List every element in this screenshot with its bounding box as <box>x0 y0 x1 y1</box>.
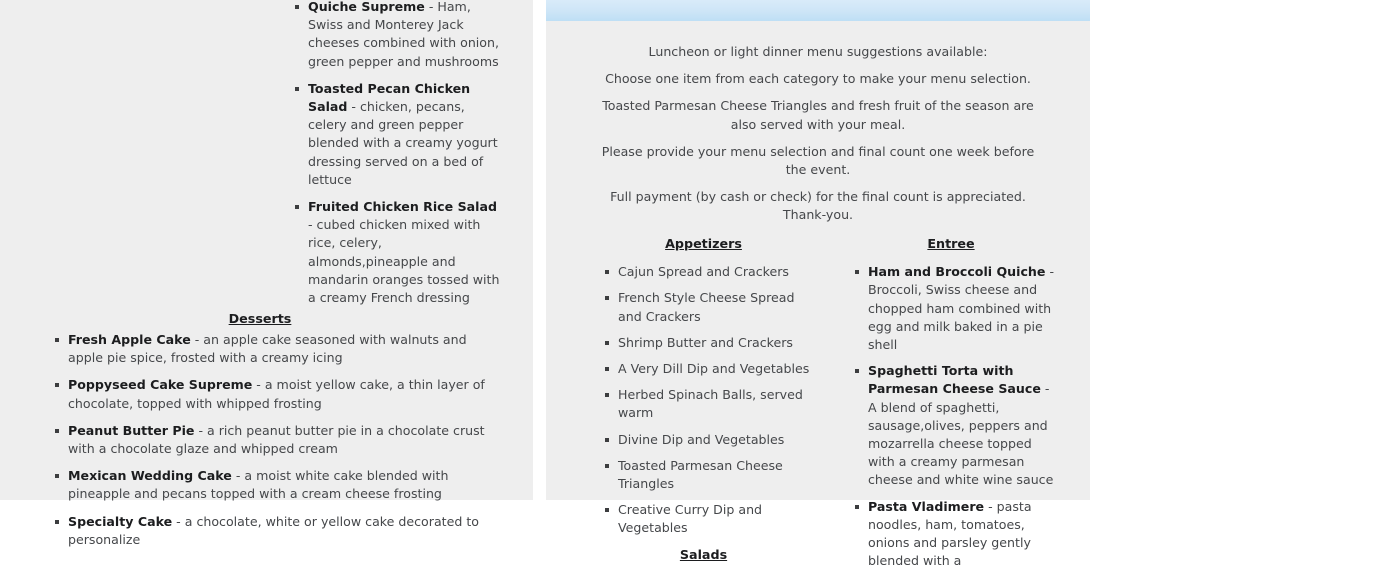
entree-column <box>846 235 1056 578</box>
list-item <box>854 362 1056 489</box>
item-title: Poppyseed Cake Supreme <box>68 377 253 393</box>
item-description: - a moist yellow cake, a thin layer of chocolate, topped with whipped frosting <box>68 377 485 411</box>
item-description: - pasta noodles, ham, tomatoes, onions and parsley gently blended with a <box>868 498 1032 569</box>
desserts-list <box>54 331 500 558</box>
left-page-top-list <box>294 0 500 316</box>
desserts-heading: Desserts <box>228 311 292 326</box>
list-item <box>294 0 500 71</box>
item-title: Quiche Supreme <box>308 0 425 14</box>
list-item <box>54 422 500 458</box>
list-item <box>854 498 1056 571</box>
list-item: Toasted Parmesan Cheese Triangles <box>604 457 811 493</box>
list-item-outdented: Divine Dip and Vegetables <box>604 431 811 449</box>
document-page-left <box>0 0 534 547</box>
item-title: Fresh Apple Cake <box>68 332 191 347</box>
item-title: Pasta Vladimere <box>868 498 985 514</box>
item-title: Mexican Wedding Cake <box>68 468 232 484</box>
document-page-right <box>546 0 1090 569</box>
intro-paragraph: Full payment (by cash or check) for the final count is appreciated. Thank-you. <box>610 189 1026 223</box>
intro-paragraph: Toasted Parmesan Cheese Triangles and fresh fruit of the season are also served with your meal. <box>602 98 1034 132</box>
list-item: Cajun Spread and Crackers <box>604 263 811 281</box>
list-item <box>54 513 500 549</box>
item-title: Ham and Broccoli Quiche <box>868 264 1046 280</box>
appetizers-list <box>604 263 811 537</box>
item-title: Toasted Pecan Chicken Salad <box>308 80 471 115</box>
intro-paragraph: Luncheon or light dinner menu suggestions available: <box>648 44 988 59</box>
item-description: - Broccoli, Swiss cheese and chopped ham combined with egg and milk baked in a pie shell <box>868 264 1054 353</box>
list-item <box>854 263 1056 354</box>
list-item: Shrimp Butter and Crackers <box>604 334 811 352</box>
appetizers-heading: Appetizers <box>665 236 742 251</box>
item-title: Fruited Chicken Rice Salad <box>308 199 497 215</box>
list-item <box>294 198 500 307</box>
item-description: - an apple cake seasoned with walnuts and apple pie spice, frosted with a creamy icing <box>68 332 467 366</box>
list-item <box>294 80 500 189</box>
list-item: A Very Dill Dip and Vegetables <box>604 360 811 378</box>
item-title: Specialty Cake <box>68 513 173 529</box>
list-item <box>54 331 500 367</box>
item-description: - A blend of spaghetti, sausage,olives, peppers and mozarrella cheese topped with a creamy parmesan cheese and white wine sauce <box>868 381 1054 488</box>
list-item <box>54 467 500 503</box>
desserts-heading-wrap <box>0 310 520 328</box>
intro-paragraph: Choose one item from each category to make your menu selection. <box>605 71 1031 87</box>
page-header-band <box>546 0 1090 21</box>
appetizers-column <box>596 235 811 574</box>
page-right-margin <box>1090 0 1400 500</box>
item-description: - cubed chicken mixed with rice, celery, almonds,pineapple and mandarin oranges tossed with a creamy French dressing <box>308 217 500 306</box>
intro-paragraphs <box>592 43 1044 234</box>
intro-paragraph: Please provide your menu selection and final count one week before the event. <box>601 143 1035 178</box>
item-description: - chicken, pecans, celery and green pepper blended with a creamy yogurt dressing served on a bed of lettuce <box>308 99 498 187</box>
item-description: - a chocolate, white or yellow cake decorated to personalize <box>68 513 479 547</box>
entree-heading: Entree <box>927 236 975 251</box>
item-description: - a rich peanut butter pie in a chocolate crust with a chocolate glaze and whipped cream <box>68 422 485 457</box>
entree-list <box>854 263 1056 570</box>
item-title: Spaghetti Torta with Parmesan Cheese Sauce <box>868 363 1041 397</box>
item-description: - a moist white cake blended with pineapple and pecans topped with a cream cheese frosting <box>68 468 449 502</box>
salads-heading: Salads <box>679 546 728 562</box>
list-item: Creative Curry Dip and Vegetables <box>604 501 811 537</box>
list-item <box>54 376 500 412</box>
list-item: French Style Cheese Spread and Crackers <box>604 289 811 325</box>
item-description: - Ham, Swiss and Monterey Jack cheeses combined with onion, green pepper and mushrooms <box>308 0 499 69</box>
list-item: Herbed Spinach Balls, served warm <box>604 386 811 422</box>
item-title: Peanut Butter Pie <box>68 422 195 438</box>
page-gutter <box>533 0 546 500</box>
